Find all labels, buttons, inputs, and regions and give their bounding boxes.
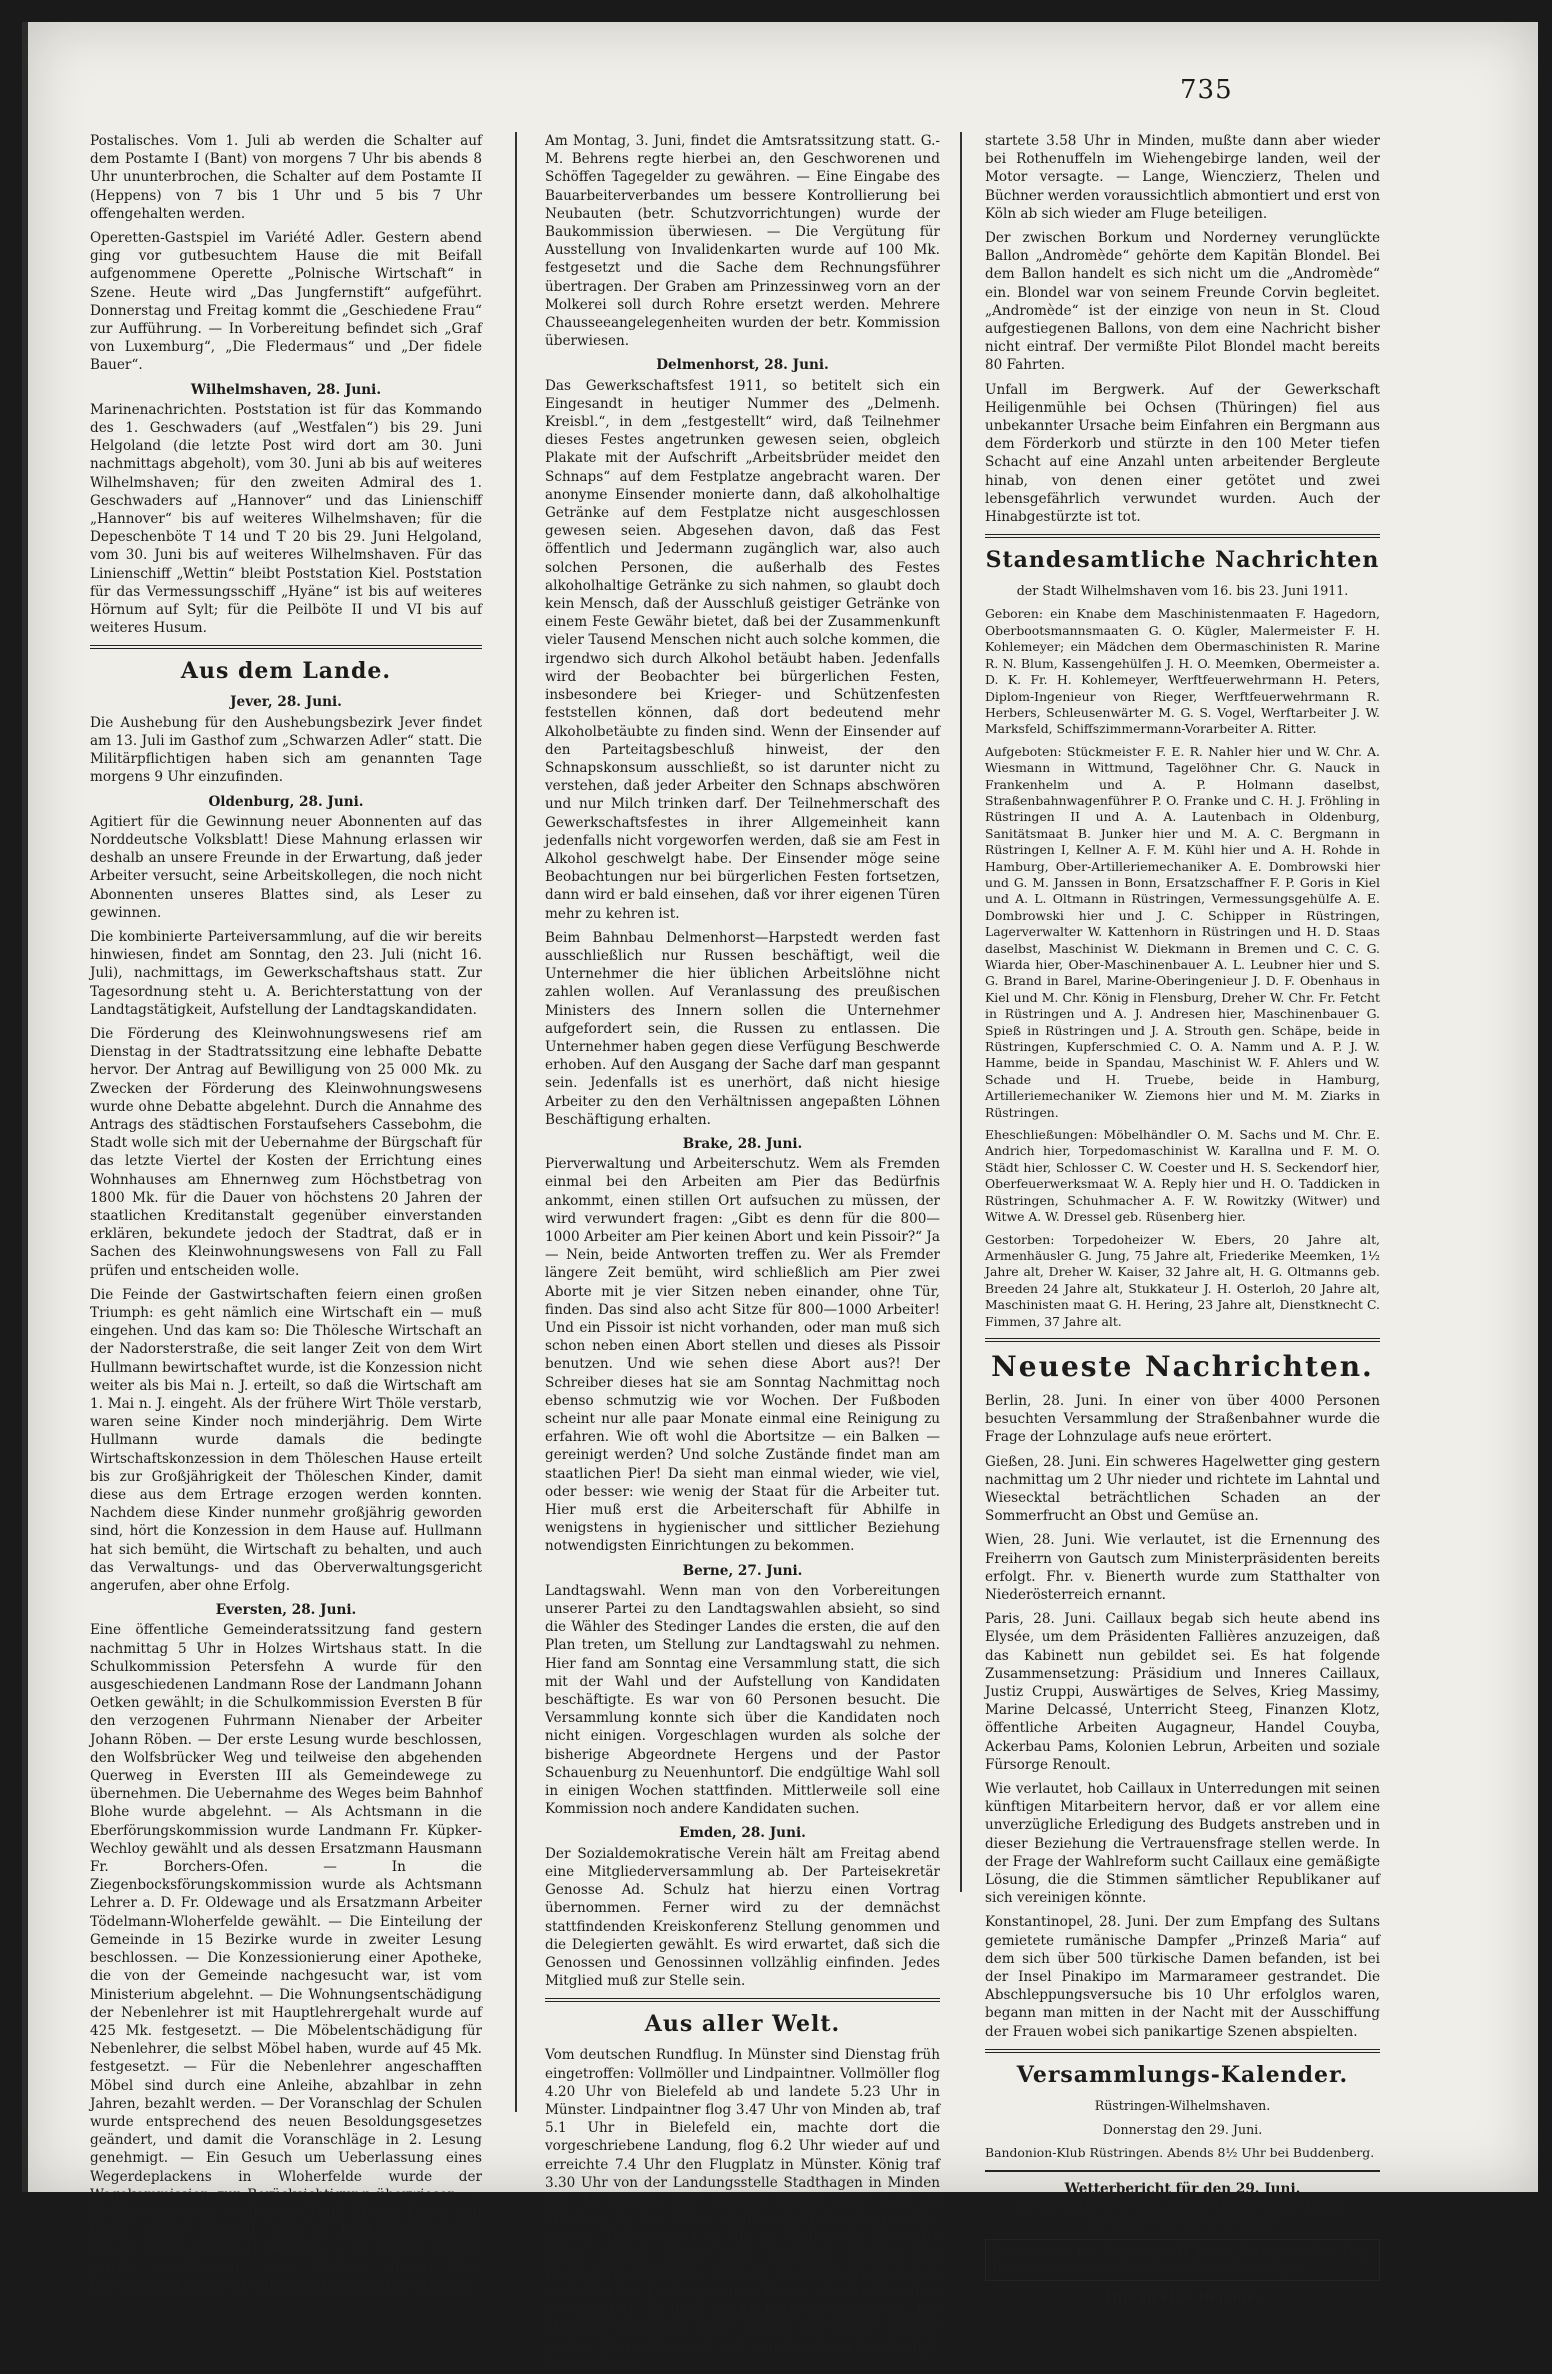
article-marine: Marinenachrichten. Poststation ist für das Kommando des 1. Geschwaders (auf „Westfalen“) bis 29. Juni Helgoland (die letzte Post wird dort am 30. Juni nachmittags abgeholt), vom 30. Juni ab bis auf weiteres Wilhelmshaven; für den zweiten Admiral des 1. Geschwaders auf „Hannover“ und das Linienschiff „Hannover“ bis auf weiteres Wilhelmshaven; für die Depeschenböte T 14 und T 20 bis 29. Juni Helgoland, vom 30. Juni bis auf weiteres Wilhelmshaven. Für das Linienschiff „Wettin“ bleibt Poststation Kiel. Poststation für das Vermessungsschiff „Hyäne“ ist bis auf weiteres Hörnum auf Sylt; für die Peilböte II und VI bis auf weiteres Husum. bbox=[90, 401, 482, 637]
article-operetten: Operetten-Gastspiel im Variété Adler. Gestern abend ging vor gutbesuchtem Hause die mit Beifall aufgenommene Operette „Polnische Wirtschaft“ in Szene. Heute wird „Das Jungfernstift“ aufgeführt. Donnerstag und Freitag kommt die „Geschiedene Frau“ zur Aufführung. — In Vorbereitung befindet sich „Graf von Luxemburg“, „Die Fledermaus“ und „Der fidele Bauer“. bbox=[90, 230, 482, 374]
article-harpstedt: Beim Bahnbau Delmenhorst—Harpstedt werden fast ausschließlich nur Russen beschäftigt, weil die Unternehmer die hier üblichen Arbeitslöhne nicht zahlen wollen. Auf Veranlassung des preußischen Ministers des Innern sollen die Unternehmer aufgefordert sein, die Russen zu entlassen. Die Unternehmer haben gegen diese Verfügung Beschwerde erhoben. Auf den Ausgang der Sache darf man gespannt sein. Jedenfalls ist es unerhört, daß nicht hiesige Arbeiter zu den den Verhältnissen angepaßten Löhnen Beschäftigung erhalten. bbox=[545, 929, 940, 1128]
article-gemeinderat: Eine öffentliche Gemeinderatssitzung fand gestern nachmittag 5 Uhr in Holzes Wirtshaus statt. In die Schulkommission Petersfehn A wurde für den ausgeschiedenen Landmann Rose der Landmann Johann Oetken gewählt; in die Schulkommission Eversten B für den verzogenen Fuhrmann Nienaber der Arbeiter Johann Röben. — Der erste Lesung wurde beschlossen, den Wolfsbrücker Weg und teilweise den abgehenden Querweg in Eversten III als Gemeindewege zu übernehmen. Die Uebernahme des Weges beim Bahnhof Blohe wurde abgelehnt. — Als Achtsmann in die Eberförungskommission wurde Landmann Fr. Küpker-Wechloy gewählt und als dessen Ersatzmann Hausmann Fr. Borchers-Ofen. — In die Ziegenbocksförungskommission wurde als Achtsmann Lehrer a. D. Fr. Oldewage und als Ersatzmann Arbeiter Tödelmann-Wloherfelde gewählt. — Die Einteilung der Gemeinde in 15 Bezirke wurde in zweiter Lesung beschlossen. — Die Konzessionierung einer Apotheke, die von der Gemeinde nachgesucht war, ist vom Ministerium abgelehnt. — Die Wohnungsentschädigung der Nebenlehrer ist mit Hauptlehrergehalt wurde auf 425 Mk. festgesetzt. — Die Möbelentschädigung für Nebenlehrer, die selbst Möbel haben, wurde auf 45 Mk. festgesetzt. — Für die Nebenlehrer angeschafften Möbel sind durch eine Anleihe, abzahlbar in zehn Jahren, bezahlt werden. — Der Voranschlag der Schulen wurde entsprechend des neuen Besoldungsgesetzes geändert, und damit die Voranschläge in 2. Lesung genehmigt. — Ein Gesuch um Ueberlassung eines Wegerdeplackens in Wloherfelde wurde der Wegekommission zur Berücksichtigung überwiesen. — Zu Kassenprüfern wurden die Mitgl. Herm. Kaiser und Diedr. Meyer gewählt, und zu Rechnungsrevisoren Johann Helms und Carl Behrens. — In zweiter Lesung wurde beschlossen, den Graben durch Neu-Friedrichsfehn zum öffentlichen Wasserzug zu erheben. bbox=[90, 1622, 482, 2294]
article-parteiversammlung: Die kombinierte Parteiversammlung, auf die wir bereits hinwiesen, findet am Sonntag, den 23. Juli (nicht 16. Juli), nachmittags, im Gewerkschaftshaus statt. Zur Tagesordnung steht u. A. Berichterstattung von der Landtagstätigkeit, Aufstellung der Landtagskandidaten. bbox=[90, 928, 482, 1018]
dateline: Wilhelmshaven, 28. Juni. bbox=[190, 381, 382, 398]
article-ballon: Der zwischen Borkum und Norderney verunglückte Ballon „Andromède“ gehörte dem Kapitän Blondel. Bei dem Ballon handelt es sich nicht um die „Andromède“ ein. Blondel war von seinem Freunde Corvin begleitet. „Andromède“ ist der einzige von neun in St. Cloud aufgestiegenen Ballons, von dem eine Nachricht bisher nicht eintraf. Der vermißte Pilot Blondel macht bereits 80 Fahrten. bbox=[985, 230, 1380, 374]
weather-title: Wetterbericht für den 29. Juni. bbox=[1064, 2180, 1301, 2197]
article-landtagswahl: Landtagswahl. Wenn man von den Vorbereitungen unserer Partei zu den Landtagswahlen absieht, so sind die Wähler des Stedinger Landes die ersten, die auf den Plan treten, um Stellung zur Landtagswahl zu nehmen. Hier fand am Sonntag eine Versammlung statt, die sich mit der Wahl und der Aufstellung von Kandidaten beschäftigte. Es war von 60 Personen besucht. Die Versammlung konnte sich über die Kandidaten noch nicht einigen. Vorgeschlagen wurden als solche der bisherige Abgeordnete Hergens und der Pastor Schauenburg zu Neuenhuntorf. Die endgültige Wahl soll in einigen Wochen stattfinden. Mittlerweile soll eine Kommission noch andere Kandidaten suchen. bbox=[545, 1582, 940, 1818]
dateline: Jever, 28. Juni. bbox=[230, 694, 342, 711]
section-divider bbox=[985, 534, 1380, 538]
registry-deaths: Gestorben: Torpedoheizer W. Ebers, 20 Jahre alt, Armenhäusler G. Jung, 75 Jahre alt, Friederike Meemken, 1½ Jahre alt, Dreher W. Kaiser, 32 Jahre alt, H. G. Oltmanns geb. Breeden 24 Jahre alt, Stukkateur J. H. Osterloh, 20 Jahre alt, Maschinisten maat G. H. Hering, 23 Jahre alt, Dienstknecht C. Fimmen, 37 Jahre alt. bbox=[985, 1231, 1380, 1329]
news-wien: Wien, 28. Juni. Wie verlautet, ist die Ernennung des Freiherrn von Gautsch zum Ministerpräsidenten bereits erfolgt. Fhr. v. Bienerth wurde zum Statthalter von Niederösterreich ernannt. bbox=[985, 1532, 1380, 1603]
section-heading: Versammlungs-Kalender. bbox=[1016, 2061, 1349, 2088]
column-1 bbox=[90, 132, 482, 2294]
article-sozialdemokratisch: Der Sozialdemokratische Verein hält am Freitag abend eine Mitgliederversammlung ab. Der Parteisekretär Genosse Ad. Schulz hat hierzu einen Vortrag übernommen. Ferner wird zu der demnächst stattfindenden Kreiskonferenz Stellung genommen und die Delegierten gewählt. Es wird erwartet, daß sich die Genossen und Genossinnen vollzählig einfinden. Jedes Mitglied muß zur Stelle sein. bbox=[545, 1845, 940, 1990]
section-heading: Standesamtliche Nachrichten bbox=[985, 547, 1380, 574]
section-divider bbox=[985, 2170, 1380, 2172]
weather-text: Etwas wärmer, wolkig, lebhafte meist südwestliche, vereinzelte leichte Regenfälle. bbox=[1019, 2197, 1346, 2230]
imprint-box: Verantwortlicher Redakteur: H. Jacob, Verlag von Paul Hug, Rotationsdruck von Paul Hug & Co. in Rüstringen. bbox=[985, 2239, 1380, 2281]
registry-banns: Aufgeboten: Stückmeister F. E. R. Nahler hier und W. Chr. A. Wiesmann in Wittmund, Tagelöhner Chr. G. Nauck in Frankenhelm und A. P. Holmann daselbst, Straßenbahnwagenführer P. O. Franke und C. H. J. Fröhling in Rüstringen II und A. A. Lautenbach in Oldenburg, Sanitätsmaat B. Junker hier und M. A. C. Bergmann in Rüstringen I, Kellner A. F. M. Kühl hier und A. H. Rohde in Hamburg, Ober-Artilleriemechaniker A. E. Dombrowski hier und G. M. Janssen in Bonn, Ersatzschaffner F. P. Goris in Kiel und A. L. Oltmann in Rüstringen, Vermessungsgehülfe A. E. Dombrowski hier und J. C. Schipper in Rüstringen, Lagerverwalter W. Kattenhorn in Rüstringen und H. D. Staas daselbst, Maschinist W. Diekmann in Bremen und C. C. G. Wiarda hier, Ober-Maschinenbauer A. L. Leubner hier und S. G. Brand in Barel, Marine-Oberingenieur J. D. F. Obenhaus in Kiel und M. Chr. König in Flensburg, Dreher W. Chr. Fr. Fetcht in Rüstringen und A. J. Andresen hier, Maschinenbauer G. Spieß in Rüstringen und J. A. Strouth gen. Schäpe, beide in Rüstringen, Kupferschmied C. O. A. Namm und A. P. J. W. Hamme, beide in Spandau, Maschinist W. F. Ahlers und W. Schade und H. Truebe, beide in Hamburg, Artilleriemechaniker W. Ziemons hier und M. M. Ziarks in Rüstringen. bbox=[985, 743, 1380, 1120]
news-caillaux: Wie verlautet, hob Caillaux in Unterredungen mit seinen künftigen Mitarbeitern hervor, daß er vor allem eine unverzügliche Erledigung des Budgets anstreben und in dieser Beziehung die Vertrauensfrage stellen werde. In der Frage der Wahlreform sucht Caillaux eine gemäßigte Lösung, die die Stimmen sämtlicher Republikaner auf sich vereinigen könnte. bbox=[985, 1781, 1380, 1907]
article-bergwerk: Unfall im Bergwerk. Auf der Gewerkschaft Heiligenmühle bei Ochsen (Thüringen) fiel aus unbekannter Ursache beim Einfahren ein Bergmann aus dem Förderkorb und stürzte in den 100 Meter tiefen Schacht auf eine Anzahl unten arbeitender Bergleute hinab, von denen einer getötet und zwei lebensgefährlich verwundet wurden. Auch der Hinabgestürzte ist tot. bbox=[985, 381, 1380, 526]
column-2 bbox=[545, 132, 940, 2373]
dateline: Brake, 28. Juni. bbox=[682, 1135, 803, 1152]
section-divider bbox=[985, 2049, 1380, 2053]
article-rundflug: Vom deutschen Rundflug. In Münster sind Dienstag früh eingetroffen: Vollmöller und Lindpaintner. Vollmöller flog 4.20 Uhr von Bielefeld ab und landete 5.23 Uhr in Münster. Lindpaintner flog 3.47 Uhr von Minden ab, traf 5.1 Uhr in Bielefeld ein, machte dort die vorgeschriebene Landung, flog 6.2 Uhr wieder auf und erreichte 7.4 Uhr den Flugplatz in Münster. König traf 3.30 Uhr von der Landungsstelle Stadthagen in Minden ein. Er verließ 3.57 Minden, kehrte aber nach 20 Minuten, da der Motor nicht ordentlich gehen wollte, zurück. Thelen traf 4.34 Uhr in Minden ein. Er wollte sofort weiter, mußte aber zwischen Minden und Bielefeld niedergehen, weil der Motor plötzlich stehen blieb. Bei der Landung wurde Thelen aus der Maschine geschleudert. Er blieb glücklicherweise unverletzt. Die Maschine lief noch ohne Thelen eine kurze Strecke weiter, überschlug sich und wurde schwer beschädigt. Schauenburg bbox=[545, 2047, 940, 2373]
calendar-date: Donnerstag den 29. Juni. bbox=[1102, 2122, 1263, 2138]
section-subheading: der Stadt Wilhelmshaven vom 16. bis 23. Juni 1911. bbox=[1016, 583, 1349, 599]
section-divider bbox=[90, 645, 482, 649]
article-agitiert: Agitiert für die Gewinnung neuer Abonnenten auf das Norddeutsche Volksblatt! Diese Mahnung erlassen wir deshalb an unsere Freunde in der Erwartung, daß jeder Arbeiter versucht, seine Arbeitskollegen, die noch nicht Abonnenten unseres Blattes sind, als Leser zu gewinnen. bbox=[90, 813, 482, 921]
page-number: 735 bbox=[1180, 75, 1233, 105]
calendar-entry: Bandonion-Klub Rüstringen. Abends 8½ Uhr bei Buddenberg. bbox=[985, 2145, 1375, 2161]
article-rundflug-cont: startete 3.58 Uhr in Minden, mußte dann aber wieder bei Rothenuffeln im Wiehengebirge landen, weil der Motor versagte. — Lange, Wienczierz, Thelen und Büchner werden voraussichtlich abmontiert und erst von Köln ab sich wieder am Fluge beteiligen. bbox=[985, 133, 1380, 222]
dateline: Emden, 28. Juni. bbox=[679, 1825, 806, 1842]
column-rule bbox=[960, 132, 962, 1892]
section-divider bbox=[985, 1338, 1380, 1342]
dateline: Oldenburg, 28. Juni. bbox=[208, 793, 364, 810]
news-berlin: Berlin, 28. Juni. In einer von über 4000 Personen besuchten Versammlung der Straßenbahner wurde die Frage der Lohnzulage aufs neue erörtert. bbox=[985, 1392, 1380, 1446]
column-3 bbox=[985, 132, 1380, 2306]
news-konstantinopel: Konstantinopel, 28. Juni. Der zum Empfang des Sultans gemietete rumänische Dampfer „Prinzeß Maria“ auf dem sich über 500 türkische Damen befanden, ist bei der Insel Pinakipo im Marmarameer gestrandet. Die Abschleppungsversuche bis 10 Uhr erfolglos waren, begann man mitten in der Nacht mit der Ausschiffung der Frauen wobei sich panikartige Szenen abspielten. bbox=[985, 1914, 1380, 2040]
section-heading: Aus dem Lande. bbox=[180, 658, 392, 685]
article-gewerkschaftsfest: Das Gewerkschaftsfest 1911, so betitelt sich ein Eingesandt in heutiger Nummer des „Delmenh. Kreisbl.“, in dem „festgestellt“ wird, daß Teilnehmer dieses Festes angetrunken gewesen seien, obgleich Plakate mit der Aufschrift „Arbeitsbrüder meidet den Schnaps“ auf dem Festplatze angebracht waren. Der anonyme Einsender monierte dann, daß alkoholhaltige Getränke auf dem Festplatze nicht ausgeschlossen gewesen seien. Abgesehen davon, daß das Fest öffentlich und Jedermann zugänglich war, also auch solchen Personen, die außerhalb des Festes alkoholhaltige Getränke zu sich nahmen, so glaubt doch kein Mensch, daß der Ausschluß geistiger Getränke von einem Feste Gewähr bietet, daß bei der Zusammenkunft vieler Tausend Menschen nicht auch solche kommen, die irgendwo sich durch Alkohol betäubt haben. Jedenfalls wird der Beobachter bei bürgerlichen Festen, insbesondere bei Krieger- und Schützenfesten feststellen können, daß dort bedeutend mehr Alkoholbetäubte zu finden sind. Wenn der Einsender auf den Parteitagsbeschluß hinweist, der den Schnapskonsum ausschließt, so ist darunter nicht zu verstehen, daß jeder Arbeiter den Schnaps abschwören und nur Milch trinken darf. Der Teilnehmerschaft des Gewerkschaftsfestes in ihrer Allgemeinheit kann jedenfalls nicht vorgeworfen werden, daß sie am Fest in Alkohol geschwelgt habe. Der Einsender möge seine Beobachtungen nur bei bürgerlichen Festen fortsetzen, dann wird er bald einsehen, daß vor ihrer eigenen Türen mehr zu kehren ist. bbox=[545, 377, 940, 922]
article-jever: Die Aushebung für den Aushebungsbezirk Jever findet am 13. Juli im Gasthof zum „Schwarzen Adler“ statt. Die Militärpflichtigen haben sich am genannten Tage morgens 9 Uhr einzufinden. bbox=[90, 714, 482, 786]
article-montag: Am Montag, 3. Juni, findet die Amtsratssitzung statt. G.-M. Behrens regte hierbei an, den Geschworenen und Schöffen Tagegelder zu gewähren. — Eine Eingabe des Bauarbeiterverbandes um bessere Kontrollierung bei Neubauten (betr. Schutzvorrichtungen) wurde der Baukommission überwiesen. — Die Vergütung für Ausstellung von Invalidenkarten wurde auf 100 Mk. festgesetzt und die Sache dem Rechnungsführer übertragen. Der Graben am Prinzessinweg vorn an der Molkerei soll durch Rohre ersetzt werden. Mehrere Chausseeangelegenheiten wurden der betr. Kommission überwiesen. bbox=[545, 133, 940, 350]
supplement-note: Hierzu eine Beilage. bbox=[1104, 2289, 1261, 2306]
registry-born: Geboren: ein Knabe dem Maschinistenmaaten F. Hagedorn, Oberbootsmannsmaaten G. O. Kügler, Malermeister F. H. Kohlemeyer; ein Mädchen dem Obermaschinisten R. Marine R. N. Blum, Kassengehülfen J. H. O. Meemken, Obermeister a. D. K. Fr. H. Kohlemeyer, Werftfeuerwehrmann H. Peters, Diplom-Ingenieur von Rieger, Werftfeuerwehrmann R. Herbers, Schleusenwärter M. G. S. Vogel, Werftarbeiter J. W. Marksfeld, Schiffszimmermann-Vorarbeiter A. Ritter. bbox=[985, 606, 1380, 737]
calendar-place: Rüstringen-Wilhelmshaven. bbox=[1094, 2097, 1271, 2113]
section-heading: Aus aller Welt. bbox=[644, 2011, 841, 2038]
section-heading: Neueste Nachrichten. bbox=[991, 1349, 1374, 1383]
article-kleinwohnungen: Die Förderung des Kleinwohnungswesens rief am Dienstag in der Stadtratssitzung eine lebhafte Debatte hervor. Der Antrag auf Bewilligung von 25 000 Mk. zu Zwecken der Förderung des Kleinwohnungswesens wurde ohne Debatte abgelehnt. Durch die Annahme des Antrags des städtischen Forstaufsehers Cassebohm, die Stadt wolle sich mit der Uebernahme der Bürgschaft für das letzte Viertel der Kosten der Errichtung eines Wohnhauses am Ehnernweg zum Höchstbetrag von 1800 Mk. für die Dauer von höchstens 20 Jahren der staatlichen Kreditanstalt gegenüber einverstanden erklären, bekundete jedoch der Stadtrat, daß er in Sachen des Kleinwohnungswesens von Fall zu Fall prüfen und entscheiden wolle. bbox=[90, 1025, 482, 1279]
registry-marriages: Eheschließungen: Möbelhändler O. M. Sachs und M. Chr. E. Andrich hier, Torpedomaschinist W. Karallna und F. M. O. Städt hier, Schlosser C. W. Coester und H. S. Seckendorf hier, Oberfeuerwerksmaat W. A. Reply hier und H. O. Taddicken in Rüstringen, Schuhmacher A. F. W. Rowitzky (Witwer) und Witwe A. W. Dressel geb. Rüsenberg hier. bbox=[985, 1127, 1380, 1225]
column-rule bbox=[515, 132, 517, 2112]
dateline: Eversten, 28. Juni. bbox=[215, 1602, 357, 1619]
section-divider bbox=[545, 1998, 940, 2002]
dateline: Delmenhorst, 28. Juni. bbox=[656, 357, 829, 374]
article-pierverwaltung: Pierverwaltung und Arbeiterschutz. Wem als Fremden einmal bei den Arbeiten am Pier das Bedürfnis ankommt, einen stillen Ort aufsuchen zu müssen, der wird verwundert fragen: „Gibt es denn für die 800—1000 Arbeiter am Pier keinen Abort und kein Pissoir?“ Ja — Nein, beide Antworten treffen zu. Wer als Fremder längere Zeit bemüht, wird schließlich am Pier zwei Aborte mit je vier Sitzen neben einander, ohne Tür, finden. Das sind also acht Sitze für 800—1000 Arbeiter! Und ein Pissoir ist nicht vorhanden, oder man muß sich schon neben einen Abort stellen und dieses als Pissoir benutzen. Und wie sehen diese Abort aus?! Der Schreiber dieses hat sie am Sonntag Nachmittag noch ebenso schmutzig wie vor Wochen. Der Fußboden scheint nur alle paar Monate einmal eine Reinigung zu erfahren. Wie oft wohl die Abortsitze — ein Balken — gereinigt werden? Und solche Zustände findet man am staatlichen Pier! Da sieht man einmal wieder, wie viel, oder besser: wie wenig der Staat für die Arbeiter tut. Hier muß erst die Arbeiterschaft für Abhilfe in wenigstens in hygienischer und sittlicher Beziehung notwendigsten Einrichtungen zu bekommen. bbox=[545, 1156, 940, 1555]
news-paris: Paris, 28. Juni. Caillaux begab sich heute abend ins Elysée, um dem Präsidenten Fallières anzuzeigen, daß das Kabinett nun gebildet sei. Es hat folgende Zusammensetzung: Präsidium und Inneres Caillaux, Justiz Cruppi, Auswärtiges de Selves, Krieg Massimy, Marine Delcassé, Unterricht Steeg, Finanzen Klotz, öffentliche Arbeiten Augagneur, Handel Couyba, Ackerbau Pams, Kolonien Lebrun, Arbeiten und soziale Fürsorge Renoult. bbox=[985, 1611, 1380, 1773]
news-giessen: Gießen, 28. Juni. Ein schweres Hagelwetter ging gestern nachmittag um 2 Uhr nieder und richtete im Lahntal und Wiesecktal beträchtlichen Schaden an der Sommerfrucht an Obst und Gemüse an. bbox=[985, 1453, 1380, 1525]
article-postal: Postalisches. Vom 1. Juli ab werden die Schalter auf dem Postamte I (Bant) von morgens 7 Uhr bis abends 8 Uhr ununterbrochen, die Schalter auf dem Postamte II (Heppens) von 7 bis 1 Uhr und 5 bis 7 Uhr offengehalten werden. bbox=[90, 133, 482, 222]
dateline: Berne, 27. Juni. bbox=[682, 1562, 803, 1579]
article-gastwirtschaften: Die Feinde der Gastwirtschaften feiern einen großen Triumph: es geht nämlich eine Wirtschaft ein — muß eingehen. Und das kam so: Die Thölesche Wirtschaft an der Nadorsterstraße, die seit langer Zeit von dem Wirt Hullmann bewirtschaftet wurde, ist die Konzession nicht weiter als bis Mai n. J. erteilt, so daß die Wirtschaft am 1. Mai n. J. eingeht. Als der frühere Wirt Thöle verstarb, waren seine Kinder noch minderjährig. Dem Wirte Hullmann wurde damals die bedingte Wirtschaftskonzession in dem Thöleschen Hause erteilt bis zur Großjährigkeit der Thöleschen Kinder, damit diese aus dem Ertrage erzogen werden konnten. Nachdem diese Kinder nunmehr großjährig geworden sind, hört die Konzession in dem Hause auf. Hullmann hat sich bemüht, die Wirtschaft zu behalten, und auch das Verwaltungs- und das Oberverwaltungsgericht angerufen, aber ohne Erfolg. bbox=[90, 1286, 482, 1595]
